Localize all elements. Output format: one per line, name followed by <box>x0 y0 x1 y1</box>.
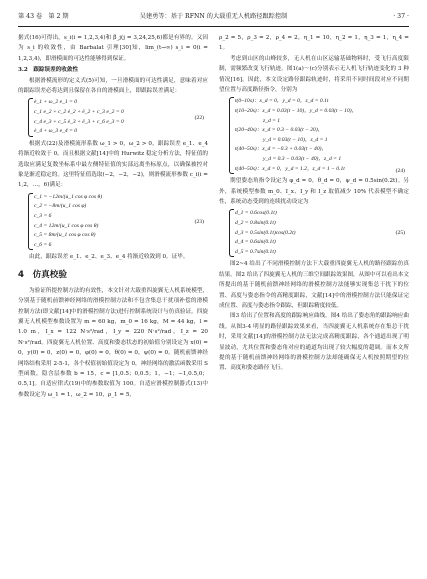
equation-22 <box>18 98 208 136</box>
running-header <box>18 10 409 27</box>
equation-line: c_5 = 8m/(u_1 cos φ cos θ) <box>34 232 96 239</box>
paragraph: 图3 给出了位置和高度的跟踪响应曲线。图4 给出了姿态角的跟踪响应曲线。从图3-4 明显的路径跟踪效果来看，当四旋翼无人机系统存在集总干扰时，采用文献[14]的滑模控制方法无法完成高精度跟踪，各个通道出现了明显波动，尤其位置和姿态角对应的通道均出现了较大幅度的超调。而本文所提的基于随机前馈神经网络的滑模控制方法却能确保无人机按照期望的位置、高度和姿态路径飞行。 <box>219 313 409 372</box>
equation-line: ė_1 + ω_2 e_1 = 0 <box>34 99 78 106</box>
equation-line: d_2 = 0.8sin(0.1t) <box>235 220 276 226</box>
equation-brace <box>229 97 234 174</box>
equation-line: c_4 e_3 + c_5 ė_3 + ë_3 + c_6 e_3 = 0 <box>34 118 124 125</box>
equation-number: (24) <box>395 167 405 174</box>
left-column <box>18 33 208 400</box>
equation-line: c_1 = −12m/(u_1 cos φ cos θ) <box>34 193 103 200</box>
equation-line: d_4 = 0.6sin(0.1t) <box>235 239 276 246</box>
running-title: 吴建勇等：基于 RFNN 的大载重无人机路径跟踪控制 <box>139 13 288 20</box>
equation-line: t(0~10s)：x_d = 0，y_d = 0，z_d = 0.1t <box>235 98 329 105</box>
equation-23 <box>18 193 208 251</box>
equation-line: c_2 = −8m/(u_1 cos φ) <box>34 203 87 210</box>
equation-number: (25) <box>395 230 405 237</box>
equation-line: ė_4 + ω_3 e_4 = 0 <box>34 128 78 135</box>
equation-number: (22) <box>194 114 204 121</box>
paragraph: 图2~4 给出了不同滑模控制方法下大载重四旋翼无人机的路径跟踪仿真结果。图2 给出了四旋翼无人机的三维空间跟踪效果图，从图中可以看出本文所提出的基于随机前馈神经网络的滑模控制方法能够实现集总干扰下的位置、高度与姿态指令的高精度跟踪，文献[14]中的滑模控制方法只能保证完成位置、高度与姿态指令跟踪，但跟踪精度较低。 <box>219 261 409 309</box>
equation-line: c_4 = 12m/(u_1 cos φ cos θ) <box>34 222 99 229</box>
equation-line: t(40~50s)：x_d = −0.3 + 0.03(t − 40)， <box>235 146 328 153</box>
equation-line: t(10~20s)：x_d = 0.03(t − 10)，y_d = 0.03(t − 10)， <box>235 108 358 115</box>
section-heading-3-2: 3.2 跟踪误差的收敛性 <box>18 67 79 74</box>
equation-brace <box>28 98 33 136</box>
paragraph: 据式(16)可得出，s_i(i = 1,2,3,4)和 β̂_j(j = 3,24,25,6)都是有界的。又因为 s_i 的收敛性，由 Barbalat 引理[30]知，lim_(t→∞) s_i = 0(i = 1,2,3,4)，即滑模面的可达性能够得到保证。 <box>18 35 208 62</box>
paragraph: 由此，跟踪误差 e_1、e_2、e_3、e_4 将渐近收敛到 0。证毕。 <box>29 254 189 261</box>
page-number: · 37 · <box>393 13 409 20</box>
equation-line: c_1 e_2 + c_2 ė_2 + ë_2 + c_3 e_2 = 0 <box>34 109 124 116</box>
equation-brace <box>229 209 234 257</box>
equation-line: d_3 = 0.5sin(0.1t)cos(0.2t) <box>235 229 296 236</box>
paragraph: 期望姿态角指令设定为 φ_d = 0，θ_d = 0，ψ_d = 0.5sin(0.2t)。另外，系统模型参数 m_0、I_x、I_y 和 I_z 取值减少 10% 代表模型不确定性，系统动态受到的连续扰动设定为 <box>219 178 409 205</box>
right-column <box>219 33 409 374</box>
equation-line: c_6 = 6 <box>34 241 52 248</box>
section-heading-4: 4 仿真校验 <box>18 269 67 280</box>
equation-24 <box>219 97 409 174</box>
paragraph: 根据式(22)及滑模流形系数 ω_1 > 0，ω_2 > 0，跟踪误差 e_1、e_4 将渐近收敛于 0。而且根据文献[14]中的 Hurwitz 稳定分析方法，特征值的选取应满足复数坐标系中最左侧特征值的实部远离坐标原点，以确保被控对象是渐近稳定的。这里特征值选取(−2，−2，−2)，则滑模流形参数 c_i(i = 1,2，…，6)满足： <box>18 140 208 189</box>
equation-25 <box>219 209 409 257</box>
equation-line: t(20~40s)：x_d = 0.3 − 0.03(t − 20)， <box>235 127 324 134</box>
equation-line: d_1 = 0.6cos(0.1t) <box>235 210 277 217</box>
equation-line: d_5 = 0.7sin(0.1t) <box>235 248 276 255</box>
paragraph: 为验证所提控制方法的有效性，本文针对大载重四旋翼无人机系统模型，分别基于随机前馈神经网络的滑模控制方法和不包含集总干扰项补偿的滑模控制方法(即文献[14]中的滑模控制方法)进行控制系统设计与仿真验证。四旋翼无人机模型参数设置为 m = 60 kg，m_0 = 16 kg，M = 44 kg，l = 1.0 m，I_x = 122 N·s²/rad，I_y = 220 N·s²/rad，I_z = 20 N·s²/rad。四旋翼无人机位置、高度和姿态状态的初始值分别设定为 x(0) = 0，y(0) = 0，z(0) = 0，φ(0) = 0，θ(0) = 0，ψ(0) = 0。随机前馈神经网络结构采用 2-5-1，各个权值初始值设定为 0，神经网络的激活函数采用 S 型函数，隐含层参数 b = 15，c = [1,0.5；0,0.5；1，−1；−1,0.5,0；0.5,1]。自适应律式(19)中的参数取值为 100。自适应滑模控制器式(13)中参数设定为 ω_1 = 1，ω_2 = 10，ρ_1 = 5， <box>18 287 209 398</box>
equation-line: t(40~50s)：x_d = 0，y_d = 1.2，z_d = 1 − 0.1t <box>235 165 345 172</box>
equation-number: (23) <box>194 218 204 225</box>
paragraph: ρ_2 = 5，ρ_3 = 2，ρ_4 = 2，η_1 = 10，η_2 = 1，η_3 = 1，η_4 = 1。 <box>219 35 409 52</box>
paragraph: 考虑到山区的山峰较多，无人机在山区运输基础物料时，受飞行高度限制，需频繁改变飞行轨迹。图1(a)～(c)分别表示无人机飞行轨迹变化的 3 种情况[16]。因此，本文设定路径跟踪轨迹时，将采用不同时间段对应不同期望位置与高度路径指令，分别为 <box>219 55 409 94</box>
volume-issue: 第 43 卷 第 2 期 <box>18 13 69 20</box>
equation-brace <box>28 193 33 251</box>
equation-line: c_3 = 6 <box>34 213 52 220</box>
paragraph: 根据滑模流形的定义式(5)可知，一旦滑模面的可达性满足，意味着对应的跟踪误差必将达到且保留在各自的滑模面上，即跟踪误差满足： <box>18 77 208 95</box>
equation-line: y_d = 0.03(t − 10)，z_d = 1 <box>235 136 328 143</box>
equation-line: y_d = 0.3 − 0.03(t − 40)，z_d = 1 <box>235 156 342 162</box>
equation-line: z_d = 1 <box>235 117 281 124</box>
